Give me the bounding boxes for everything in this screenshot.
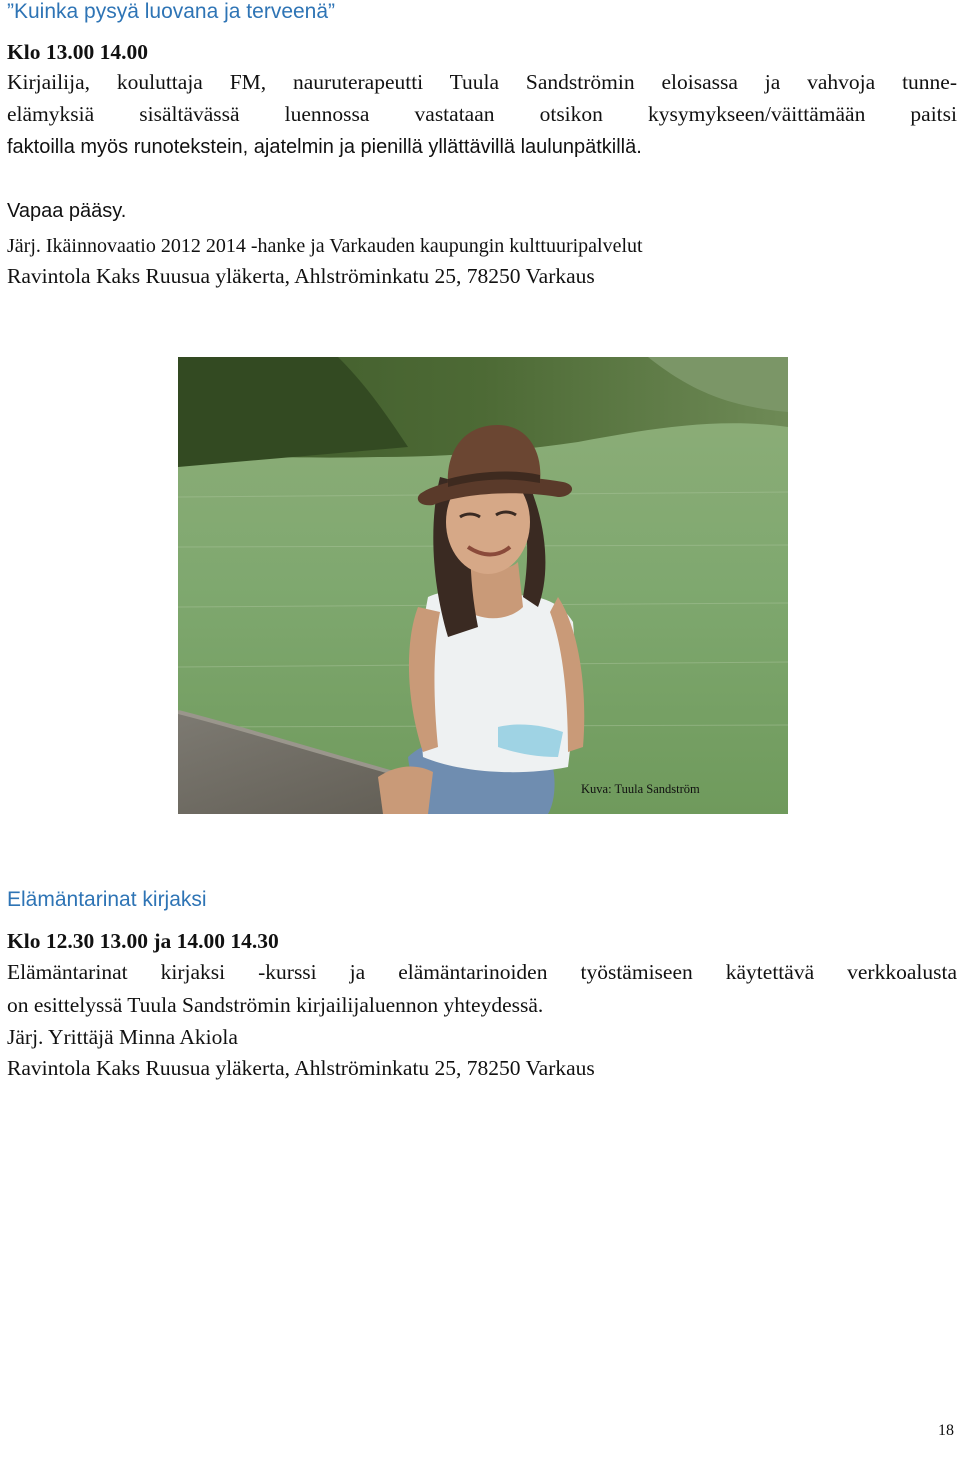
event1-description-line-3: faktoilla myös runotekstein, ajatelmin ja pienillä yllättävillä laulunpätkillä. <box>7 136 642 158</box>
event1-location: Ravintola Kaks Ruusua yläkerta, Ahlströminkatu 25, 78250 Varkaus <box>7 264 595 288</box>
event1-admission: Vapaa pääsy. <box>7 200 127 222</box>
event1-title: ”Kuinka pysyä luovana ja terveenä” <box>7 0 336 23</box>
photo-caption: Kuva: Tuula Sandström <box>581 782 700 796</box>
event2-description-line-2: on esittelyssä Tuula Sandströmin kirjailijaluennon yhteydessä. <box>7 993 544 1017</box>
event1-time: Klo 13.00 14.00 <box>7 40 148 64</box>
event1-description-line-2: elämyksiä sisältävässä luennossa vastataan otsikon kysymykseen/väittämään paitsi <box>7 102 957 126</box>
event2-location: Ravintola Kaks Ruusua yläkerta, Ahlströminkatu 25, 78250 Varkaus <box>7 1056 595 1080</box>
event1-organizer: Järj. Ikäinnovaatio 2012 2014 -hanke ja Varkauden kaupungin kulttuuripalvelut <box>7 235 643 257</box>
event1-description-line-1: Kirjailija, kouluttaja FM, nauruterapeutti Tuula Sandströmin eloisassa ja vahvoja tunne- <box>7 70 957 94</box>
event2-title: Elämäntarinat kirjaksi <box>7 888 207 911</box>
portrait-photo <box>178 357 788 814</box>
event2-organizer: Järj. Yrittäjä Minna Akiola <box>7 1025 238 1049</box>
event2-description-line-1: Elämäntarinat kirjaksi -kurssi ja elämäntarinoiden työstämiseen käytettävä verkkoalusta <box>7 960 957 984</box>
page-number: 18 <box>938 1422 954 1439</box>
event2-time: Klo 12.30 13.00 ja 14.00 14.30 <box>7 929 279 953</box>
